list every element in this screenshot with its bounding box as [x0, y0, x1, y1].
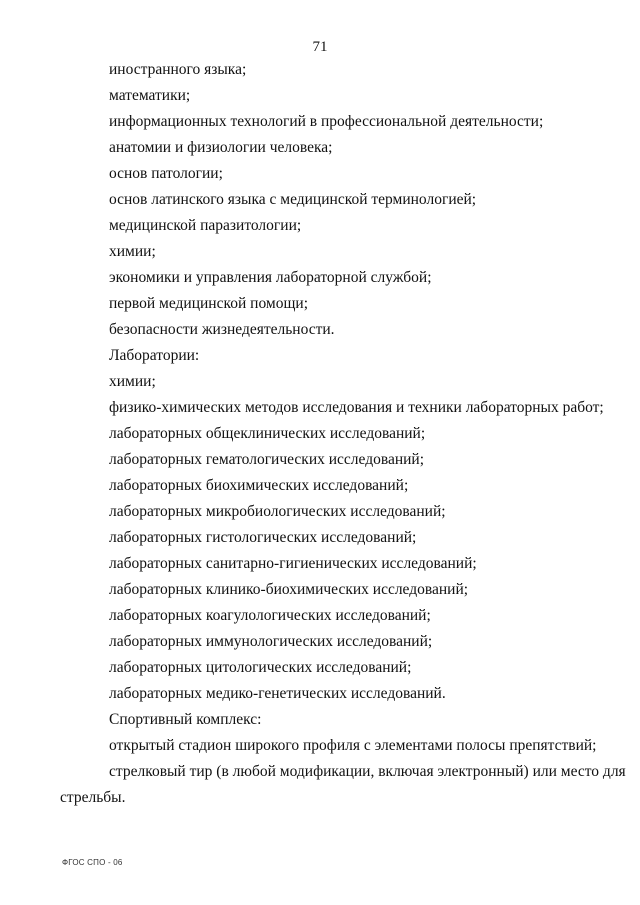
list-item: медицинской паразитологии; [109, 217, 302, 234]
list-item: лабораторных гистологических исследований; [109, 529, 417, 546]
list-item: химии; [109, 373, 156, 390]
list-item: физико-химических методов исследования и техники лабораторных работ; [109, 399, 604, 416]
list-item: лабораторных клинико-биохимических исследований; [109, 581, 469, 598]
list-item: лабораторных микробиологических исследований; [109, 503, 446, 520]
list-item: лабораторных общеклинических исследований; [109, 425, 426, 442]
list-item: открытый стадион широкого профиля с элементами полосы препятствий; [109, 737, 597, 754]
list-item: химии; [109, 243, 156, 260]
section-heading: Лаборатории: [109, 347, 200, 364]
list-item: основ латинского языка с медицинской терминологией; [109, 191, 477, 208]
list-item: лабораторных коагулологических исследований; [109, 607, 431, 624]
footer-code: ФГОС СПО - 06 [62, 858, 123, 867]
list-item: лабораторных иммунологических исследований; [109, 633, 433, 650]
list-item: иностранного языка; [109, 61, 247, 78]
list-item: экономики и управления лабораторной службой; [109, 269, 432, 286]
section-heading: Спортивный комплекс: [109, 711, 262, 728]
list-item: лабораторных медико-генетических исследований. [109, 685, 446, 702]
list-item: первой медицинской помощи; [109, 295, 308, 312]
list-item: основ патологии; [109, 165, 223, 182]
list-item: математики; [109, 87, 191, 104]
page-number: 71 [312, 39, 328, 55]
list-item: стрелковый тир (в любой модификации, включая электронный) или место для [109, 763, 626, 780]
list-item: лабораторных гематологических исследований; [109, 451, 425, 468]
list-item: лабораторных санитарно-гигиенических исследований; [109, 555, 477, 572]
list-item-continuation: стрельбы. [60, 789, 126, 806]
list-item: безопасности жизнедеятельности. [109, 321, 335, 338]
list-item: информационных технологий в профессиональной деятельности; [109, 113, 544, 130]
list-item: лабораторных биохимических исследований; [109, 477, 409, 494]
list-item: лабораторных цитологических исследований; [109, 659, 412, 676]
list-item: анатомии и физиологии человека; [109, 139, 333, 156]
